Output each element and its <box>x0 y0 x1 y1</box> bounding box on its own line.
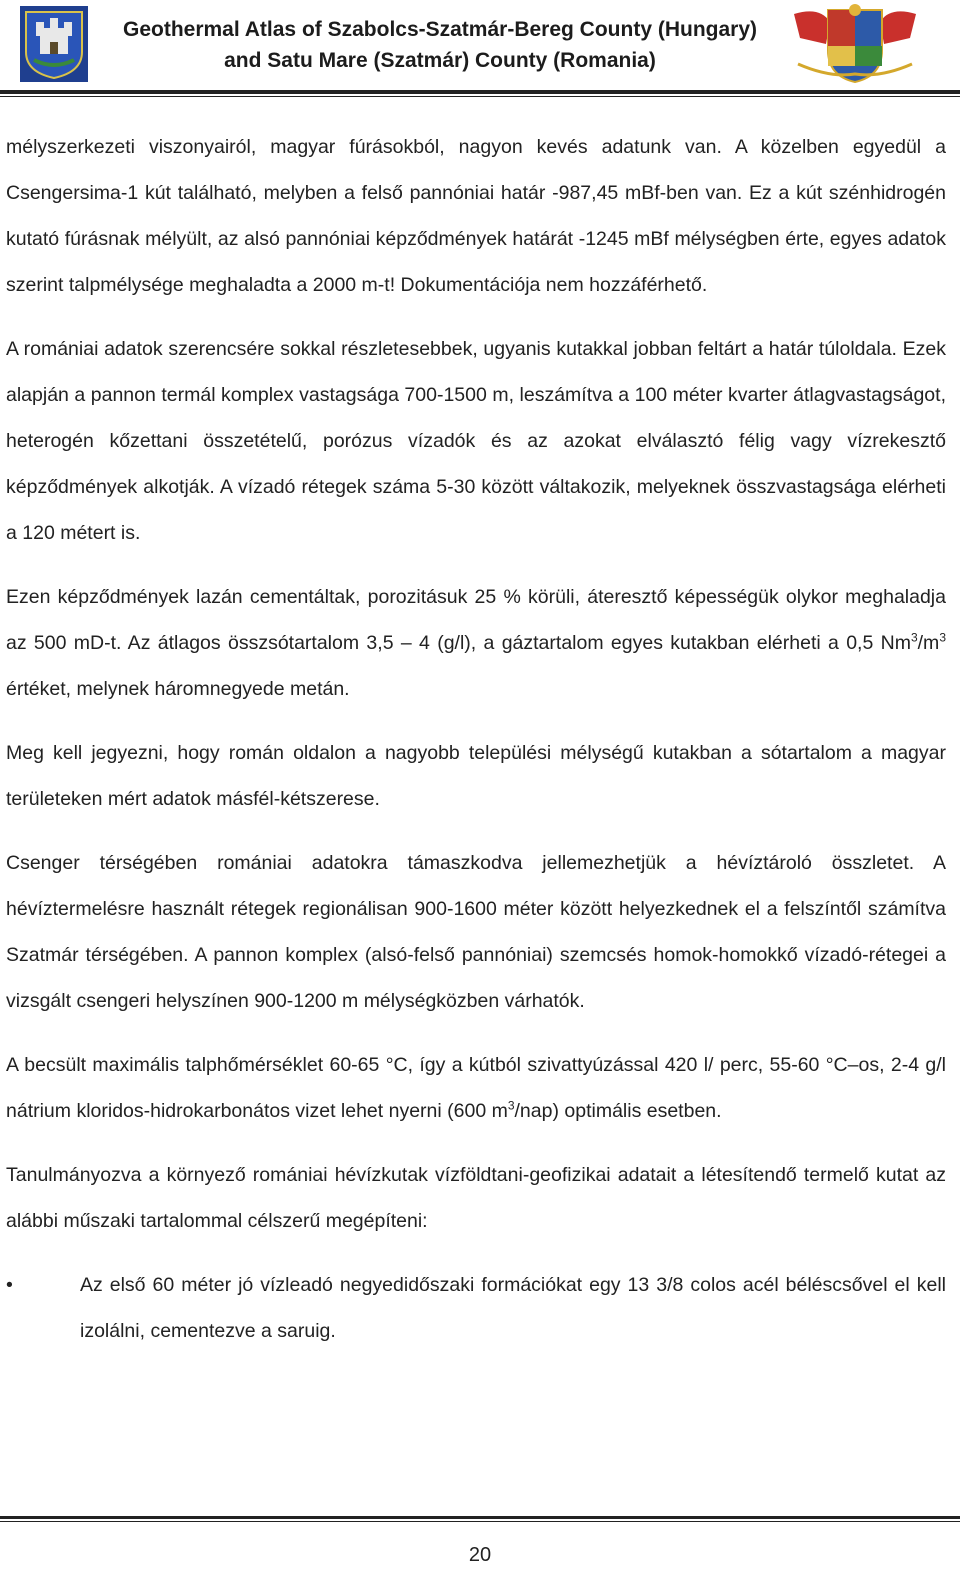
bullet-marker: • <box>6 1274 13 1296</box>
superscript: 3 <box>910 630 918 645</box>
paragraph-1: mélyszerkezeti viszonyairól, magyar fúrásokból, nagyon kevés adatunk van. A közelben egyedül a Csengersima-1 kút található, melyben a felső pannóniai határ -987,45 mBf-ben van. Ez a kút szénhidrogén kutató fúrásnak mélyült, az alsó pannóniai képződmények határát -1245 mBf mélységben érte, egyes adatok szerint talpmélysége meghaladta a 2000 m-t! Dokumentációja nem hozzáférhető. <box>6 136 946 296</box>
title-line-2: and Satu Mare (Szatmár) County (Romania) <box>224 49 656 72</box>
paragraph-4: Meg kell jegyezni, hogy román oldalon a nagyobb települési mélységű kutakban a sótartalom a magyar területeken mért adatok másfél-kétszerese. <box>6 742 946 810</box>
paragraph-3 <box>6 574 946 712</box>
header-rule-thin <box>0 96 960 97</box>
title-line-1: Geothermal Atlas of Szabolcs-Szatmár-Bereg County (Hungary) <box>123 18 757 41</box>
bullet-list-item <box>6 1262 946 1354</box>
page-body <box>6 124 946 1354</box>
superscript: 3 <box>507 1098 515 1113</box>
document-title <box>95 14 785 76</box>
paragraph-3-tail: értéket, melynek háromnegyede metán. <box>6 678 350 700</box>
paragraph-7: Tanulmányozva a környező romániai hévízkutak vízföldtani-geofizikai adatait a létesítendő termelő kutat az alábbi műszaki tartalommal célszerű megépíteni: <box>6 1164 946 1232</box>
paragraph-6-tail: /nap) optimális esetben. <box>514 1100 722 1122</box>
superscript: 3 <box>939 630 946 645</box>
header-rule <box>0 90 960 94</box>
paragraph-6-text: A becsült maximális talphőmérséklet 60-65 °C, így a kútból szivattyúzással 420 l/ perc, 55-60 °C–os, 2-4 g/l nátrium kloridos-hidrokarbonátos vizet lehet nyerni (600 m <box>6 1054 946 1122</box>
page-number: 20 <box>468 1544 492 1566</box>
paragraph-3-unit: /m <box>917 632 940 654</box>
bullet-text: Az első 60 méter jó vízleadó negyedidőszaki formációkat egy 13 3/8 colos acél béléscsővel el kell izolálni, cementezve a saruig. <box>80 1274 946 1342</box>
footer-rule-thin <box>0 1521 960 1522</box>
paragraph-5: Csenger térségében romániai adatokra támaszkodva jellemezhetjük a hévíztároló összletet. A hévíztermelésre használt rétegek regionálisan 900-1600 méter között helyezkednek el a felszíntől számítva Szatmár térségében. A pannon komplex (alsó-felső pannóniai) szemcsés homok-homokkő vízadó-rétegei a vizsgált csengeri helyszínen 900-1200 m mélységközben várhatók. <box>6 852 946 1012</box>
footer-rule <box>0 1516 960 1519</box>
city-coat-of-arms-logo <box>20 6 88 82</box>
paragraph-3-text: Ezen képződmények lazán cementáltak, porozitásuk 25 % körüli, áteresztő képességük olykor meghaladja az 500 mD-t. Az átlagos összsótartalom 3,5 – 4 (g/l), a gáztartalom egyes kutakban elérheti a 0,5 Nm <box>6 586 946 654</box>
county-coat-of-arms-logo <box>790 4 920 84</box>
paragraph-2: A romániai adatok szerencsére sokkal részletesebbek, ugyanis kutakkal jobban feltárt a határ túloldala. Ezek alapján a pannon termál komplex vastagsága 700-1500 m, leszámítva a 100 méter kvarter átlagvastagságot, heterogén kőzettani összetételű, porózus vízadók és az azokat elválasztó félig vagy vízrekesztő képződmények alkotják. A vízadó rétegek száma 5-30 között váltakozik, melyeknek összvastagsága elérheti a 120 métert is. <box>6 338 946 544</box>
paragraph-6 <box>6 1042 946 1134</box>
page-header <box>0 0 960 95</box>
